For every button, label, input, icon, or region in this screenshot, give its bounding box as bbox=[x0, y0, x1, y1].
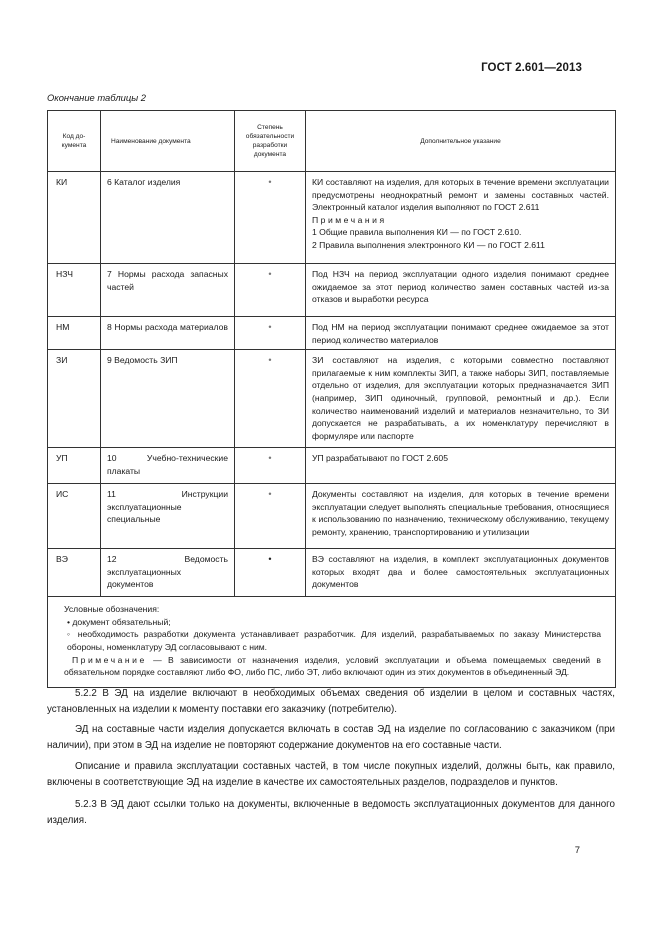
doc-info: Документы составляют на изделия, для которых в течение времени эксплуатации следует выполнять специальные требования, относящиеся к использованию по назначению, техническому обслуживанию, текущему ремонту, хранению, транспортированию и утилизации bbox=[306, 484, 616, 549]
legend-note-label: Примечание bbox=[72, 654, 147, 665]
doc-code: ИС bbox=[48, 484, 101, 549]
doc-name: 12 Ведомость эксплуатационных документов bbox=[101, 549, 235, 597]
doc-info: ВЭ составляют на изделия, в комплект эксплуатационных документов которых входят два и более самостоятельных эксплуатационных документов bbox=[306, 549, 616, 597]
table-legend bbox=[48, 597, 616, 688]
table-header-row bbox=[48, 111, 616, 172]
doc-info bbox=[306, 172, 616, 264]
doc-name: 6 Каталог изделия bbox=[101, 172, 235, 264]
doc-degree: • bbox=[235, 350, 306, 448]
doc-info: УП разрабатывают по ГОСТ 2.605 bbox=[306, 448, 616, 484]
col-header-code: Код до-кумента bbox=[48, 111, 101, 172]
page-number: 7 bbox=[574, 845, 580, 856]
paragraph-description: Описание и правила эксплуатации составных частей, в том числе покупных изделий, должны быть, как правило, включены в соответствующие ЭД на изделие в качестве их самостоятельных разделов, подразделов и пунктов. bbox=[47, 761, 615, 788]
legend-note-text: — В зависимости от назначения изделия, условий эксплуатации и объема помещаемых сведений в обязательном порядке составляют либо ФО, либо ПС, либо ЭТ, либо включают один из этих документов в объединенный ЭД. bbox=[64, 654, 601, 678]
legend-item-optional: ◦ необходимость разработки документа устанавливает разработчик. Для изделий, разрабатываемых по заказу Министерства обороны, номенклатуру ЭД согласовывают с ним. bbox=[67, 629, 601, 652]
doc-name: 9 Ведомость ЗИП bbox=[101, 350, 235, 448]
doc-degree: • bbox=[235, 172, 306, 264]
doc-code: НМ bbox=[48, 317, 101, 350]
doc-degree: • bbox=[235, 317, 306, 350]
doc-code: КИ bbox=[48, 172, 101, 264]
documents-table bbox=[47, 110, 616, 688]
paragraph-5-2-3: 5.2.3 В ЭД дают ссылки только на документы, включенные в ведомость эксплуатационных документов для данного изделия. bbox=[47, 799, 615, 826]
table-row bbox=[48, 172, 616, 264]
doc-code: УП bbox=[48, 448, 101, 484]
paragraph-components: ЭД на составные части изделия допускается включать в состав ЭД на изделие по согласованию с заказчиком (при наличии), при этом в ЭД на изделие не повторяют содержание документов на его составные части. bbox=[47, 724, 615, 751]
col-header-name: Наименование документа bbox=[101, 111, 235, 172]
doc-degree: • bbox=[235, 264, 306, 317]
doc-name: 11 Инструкции эксплуатационные специальные bbox=[101, 484, 235, 549]
doc-code: НЗЧ bbox=[48, 264, 101, 317]
doc-name: 8 Нормы расхода материалов bbox=[101, 317, 235, 350]
table-row bbox=[48, 448, 616, 484]
doc-code: ЗИ bbox=[48, 350, 101, 448]
doc-info: Под НЗЧ на период эксплуатации одного изделия понимают среднее ожидаемое за этот период количество замен составных частей из-за отказов и выработки ресурса bbox=[306, 264, 616, 317]
doc-name: 10 Учебно-технические плакаты bbox=[101, 448, 235, 484]
legend-row bbox=[48, 597, 616, 688]
table-row bbox=[48, 264, 616, 317]
col-header-info: Дополнительное указание bbox=[306, 111, 616, 172]
table-row bbox=[48, 350, 616, 448]
legend-item-mandatory: • документ обязательный; bbox=[67, 616, 171, 627]
legend-title: Условные обозначения: bbox=[64, 604, 160, 615]
doc-info: ЗИ составляют на изделия, с которыми совместно поставляют прилагаемые к ним комплекты ЗИП, а также наборы ЗИП, поставляемые отдельно от изделия, для эксплуатации которых предназначается ЗИП (например, ЗИП одиночный, групповой, ремонтный и др.). Если количество наименований изделий и материалов незначительно, то ЗИ допускается не разрабатывать, а их номенклатуру перечисляют в формуляре или паспорте bbox=[306, 350, 616, 448]
doc-info-text: КИ составляют на изделия, для которых в течение времени эксплуатации предусмотрены неоднократный ремонт и замены составных частей. Электронный каталог изделия выполняют по ГОСТ 2.611 bbox=[312, 177, 609, 213]
doc-info-note-1: 1 Общие правила выполнения КИ — по ГОСТ 2.610. bbox=[312, 227, 522, 238]
table-caption: Окончание таблицы 2 bbox=[47, 92, 146, 103]
table-row bbox=[48, 484, 616, 549]
doc-info: Под НМ на период эксплуатации понимают среднее ожидаемое за этот период количество материалов bbox=[306, 317, 616, 350]
doc-name: 7 Нормы расхода запасных частей bbox=[101, 264, 235, 317]
doc-code: ВЭ bbox=[48, 549, 101, 597]
table-row bbox=[48, 549, 616, 597]
standard-designation: ГОСТ 2.601—2013 bbox=[481, 62, 582, 74]
legend-note bbox=[64, 654, 601, 679]
doc-degree: • bbox=[235, 549, 306, 597]
doc-info-note-label: Примечания bbox=[312, 214, 387, 225]
paragraph-5-2-2: 5.2.2 В ЭД на изделие включают в необходимых объемах сведения об изделии в целом и составных частях, установленных на изделии к моменту поставки его заказчику (потребителю). bbox=[47, 688, 615, 715]
doc-degree: • bbox=[235, 448, 306, 484]
doc-degree: • bbox=[235, 484, 306, 549]
col-header-degree: Степень обязательности разработки документа bbox=[235, 111, 306, 172]
table-row bbox=[48, 317, 616, 350]
doc-info-note-2: 2 Правила выполнения электронного КИ — по ГОСТ 2.611 bbox=[312, 239, 545, 250]
